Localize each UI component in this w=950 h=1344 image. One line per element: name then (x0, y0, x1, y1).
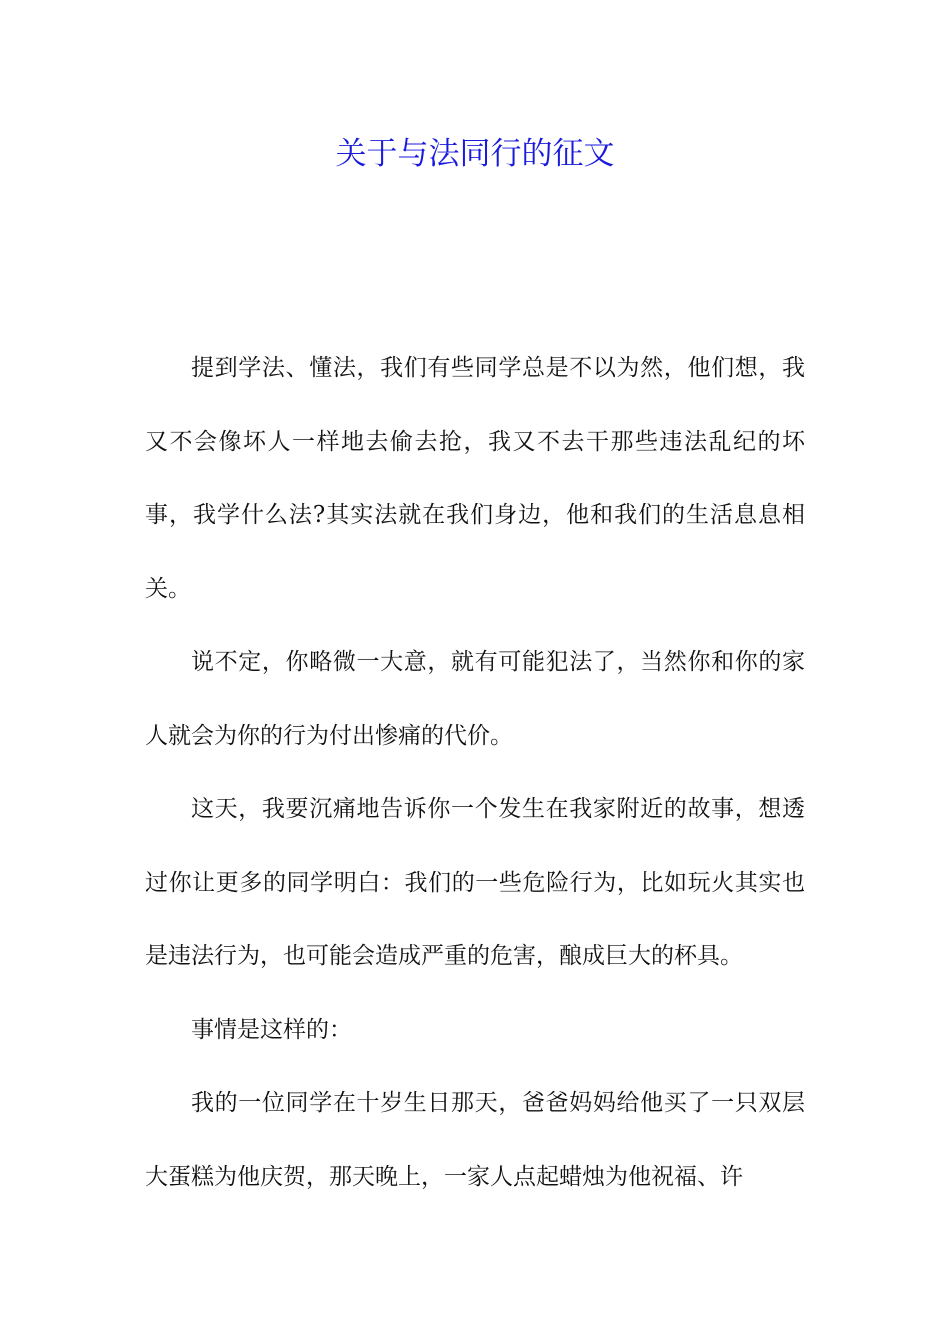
paragraph: 提到学法、懂法，我们有些同学总是不以为然，他们想，我又不会像坏人一样地去偷去抢，我又不去干那些违法乱纪的坏事，我学什么法?其实法就在我们身边，他和我们的生活息息相关。 (145, 355, 805, 602)
paragraph: 这天，我要沉痛地告诉你一个发生在我家附近的故事，想透过你让更多的同学明白：我们的一些危险行为，比如玩火其实也是违法行为，也可能会造成严重的危害，酿成巨大的杯具。 (145, 796, 805, 969)
paragraph: 说不定，你略微一大意，就有可能犯法了，当然你和你的家人就会为你的行为付出惨痛的代价。 (145, 649, 805, 749)
document-body (145, 332, 805, 1214)
document-title: 关于与法同行的征文 (335, 136, 615, 172)
paragraph: 我的一位同学在十岁生日那天，爸爸妈妈给他买了一只双层大蛋糕为他庆贺，那天晚上，一家人点起蜡烛为他祝福、许 (145, 1090, 805, 1190)
paragraph: 事情是这样的： (191, 1016, 352, 1043)
